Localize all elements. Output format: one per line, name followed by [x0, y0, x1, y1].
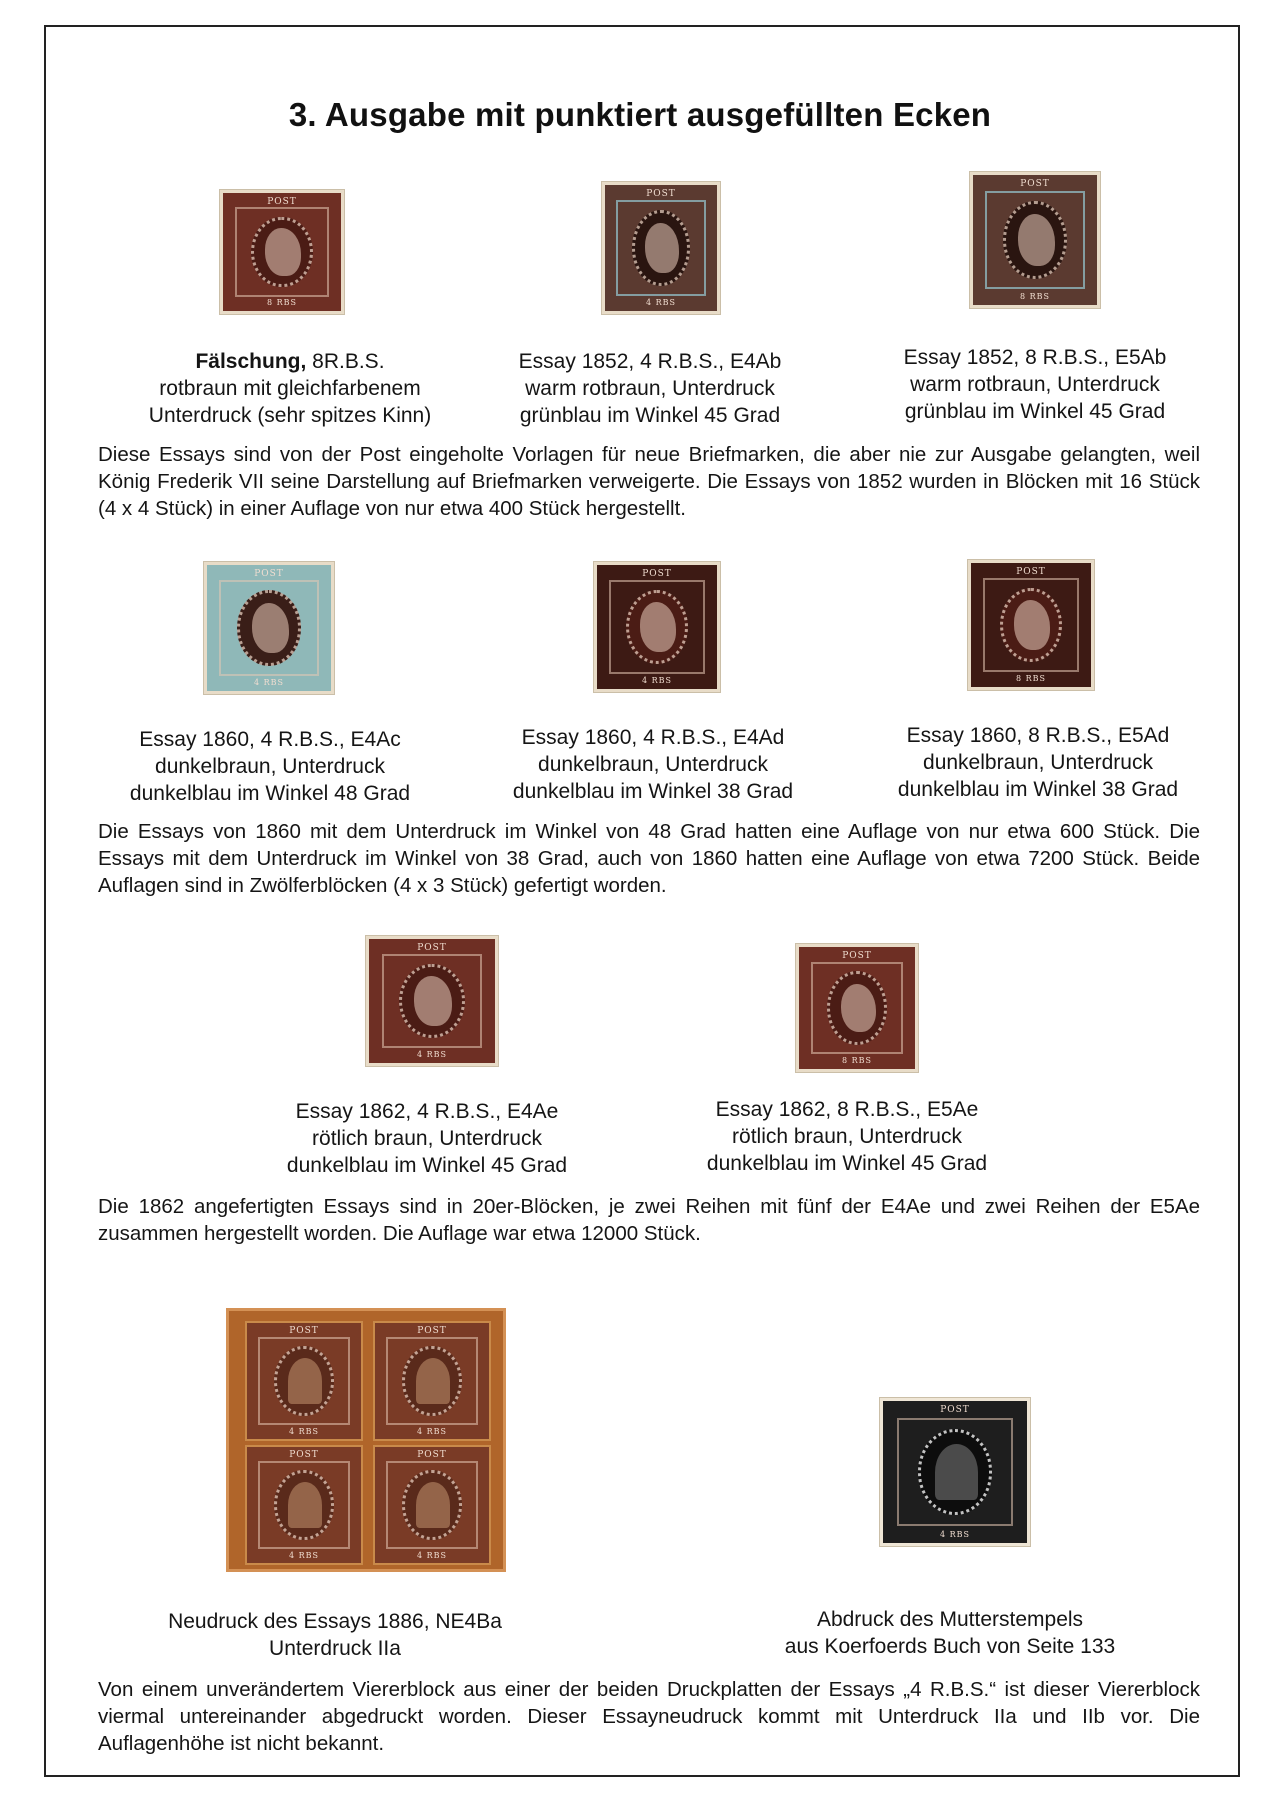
caption-line3: dunkelblau im Winkel 45 Grad [706, 1152, 988, 1175]
caption-line1: Essay 1860, 8 R.B.S., E5Ad [906, 724, 1170, 747]
block-stamp-bottom-left [245, 1445, 363, 1565]
stamp-value-label: 4 RBS [416, 1550, 447, 1560]
stamp-post-label: POST [642, 568, 672, 579]
stamp-post-label: POST [289, 1326, 319, 1337]
stamp-value-label: 4 RBS [939, 1529, 970, 1539]
caption-line2: rotbraun mit gleichfarbenem [159, 377, 421, 400]
stamp-value-label: 4 RBS [288, 1550, 319, 1560]
block-stamp-top-left [245, 1321, 363, 1441]
caption-line1: Essay 1862, 8 R.B.S., E5Ae [715, 1098, 979, 1121]
caption-line2: warm rotbraun, Unterdruck [525, 377, 775, 400]
paragraph-1860: Die Essays von 1860 mit dem Unterdruck im Winkel von 48 Grad hatten eine Auflage von nur etwa 600 Stück. Die Essays mit dem Unterdruck im Winkel von 38 Grad, auch von 1860 hatten eine Auflage von etwa 7200 Stück. Beide Auflagen sind in Zwölferblöcken (4 x 3 Stück) gefertigt worden. [98, 820, 1200, 897]
caption-line1: Essay 1852, 4 R.B.S., E4Ab [518, 350, 782, 373]
stamp-post-label: POST [1020, 178, 1050, 189]
king-portrait-icon [1018, 214, 1055, 266]
king-portrait-icon [841, 984, 876, 1033]
stamp-post-label: POST [267, 196, 297, 207]
paragraph-1852: Diese Essays sind von der Post eingeholte Vorlagen für neue Briefmarken, die aber nie zur Ausgabe gelangten, weil König Frederik VII seine Darstellung auf Briefmarken verweigerte. Die Essays von 1852 wurden in Blöcken mit 16 Stück (4 x 4 Stück) in einer Auflage von nur etwa 400 Stück hergestellt. [98, 443, 1200, 520]
caption-essay-1860-e5ad [858, 722, 1218, 803]
caption-bold: Fälschung, [195, 350, 307, 373]
caption-line3: dunkelblau im Winkel 38 Grad [897, 778, 1179, 801]
stamp-value-label: 8 RBS [266, 298, 297, 308]
caption-line2: aus Koerfoerds Buch von Seite 133 [784, 1635, 1116, 1658]
caption-line1: 8R.B.S. [306, 350, 385, 373]
stamp-essay-1860-e5ad [968, 560, 1094, 690]
caption-line2: Unterdruck IIa [269, 1637, 401, 1660]
caption-forgery [100, 348, 480, 429]
caption-line3: dunkelblau im Winkel 48 Grad [129, 782, 411, 805]
king-portrait-icon [265, 228, 300, 275]
stamp-value-label: 8 RBS [1015, 674, 1046, 684]
stamp-post-label: POST [254, 568, 284, 579]
paragraph-reprint: Von einem unverändertem Viererblock aus einer der beiden Druckplatten der Essays „4 R.B.S.“ ist dieser Viererblock viermal untereinander abgedruckt worden. Dieser Essayneudruck kommt mit Unterdruck IIa und IIb vor. Die Auflagenhöhe ist nicht bekannt. [98, 1678, 1200, 1755]
paragraph-1862: Die 1862 angefertigten Essays sind in 20er-Blöcken, je zwei Reihen mit fünf der E4Ae und zwei Reihen der E5Ae zusammen hergestellt worden. Die Auflage war etwa 12000 Stück. [98, 1195, 1200, 1245]
stamp-essay-1860-e4ac [204, 562, 334, 694]
stamp-post-label: POST [940, 1405, 970, 1416]
mother-die-imprint [880, 1398, 1030, 1546]
stamp-value-label: 4 RBS [288, 1426, 319, 1436]
caption-line2: dunkelbraun, Unterdruck [538, 753, 768, 776]
caption-reprint-1886 [120, 1608, 550, 1662]
stamp-value-label: 4 RBS [253, 678, 284, 688]
stamp-post-label: POST [842, 950, 872, 961]
caption-line2: rötlich braun, Unterdruck [732, 1125, 962, 1148]
caption-line3: grünblau im Winkel 45 Grad [904, 400, 1166, 423]
caption-mother-die [740, 1606, 1160, 1660]
caption-line2: dunkelbraun, Unterdruck [155, 755, 385, 778]
block-stamp-bottom-right [373, 1445, 491, 1565]
crown-icon [288, 1358, 322, 1404]
stamp-essay-1862-e5ae [796, 944, 918, 1072]
crown-icon [416, 1358, 450, 1404]
caption-line1: Abdruck des Mutterstempels [816, 1608, 1084, 1631]
caption-essay-1860-e4ad [478, 724, 828, 805]
stamp-post-label: POST [417, 1326, 447, 1337]
caption-line3: grünblau im Winkel 45 Grad [519, 404, 781, 427]
stamp-post-label: POST [646, 188, 676, 199]
stamp-value-label: 4 RBS [416, 1050, 447, 1060]
caption-line3: dunkelblau im Winkel 45 Grad [286, 1154, 568, 1177]
page-title: 3. Ausgabe mit punktiert ausgefüllten Ecken [288, 96, 992, 133]
stamp-essay-1860-e4ad [594, 562, 720, 692]
stamp-value-label: 4 RBS [641, 676, 672, 686]
caption-line2: dunkelbraun, Unterdruck [923, 751, 1153, 774]
caption-essay-1852-e5ab [860, 344, 1210, 425]
stamp-value-label: 4 RBS [416, 1426, 447, 1436]
caption-line3: dunkelblau im Winkel 38 Grad [512, 780, 794, 803]
stamp-essay-1852-e5ab [970, 172, 1100, 308]
caption-line1: Essay 1860, 4 R.B.S., E4Ad [521, 726, 785, 749]
caption-line3: Unterdruck (sehr spitzes Kinn) [148, 404, 432, 427]
reprint-block-of-four [226, 1308, 506, 1572]
caption-essay-1860-e4ac [95, 726, 445, 807]
caption-essay-1862-e4ae [252, 1098, 602, 1179]
stamp-essay-1852-e4ab [602, 182, 720, 314]
caption-line2: rötlich braun, Unterdruck [312, 1127, 542, 1150]
stamp-value-label: 4 RBS [645, 298, 676, 308]
stamp-post-label: POST [1016, 566, 1046, 577]
caption-line1: Essay 1852, 8 R.B.S., E5Ab [903, 346, 1167, 369]
caption-essay-1862-e5ae [672, 1096, 1022, 1177]
crown-icon [288, 1482, 322, 1528]
stamp-post-label: POST [417, 942, 447, 953]
block-stamp-top-right [373, 1321, 491, 1441]
caption-line1: Neudruck des Essays 1886, NE4Ba [168, 1610, 502, 1633]
stamp-post-label: POST [417, 1450, 447, 1461]
caption-essay-1852-e4ab [475, 348, 825, 429]
stamp-forgery-8rbs [220, 190, 344, 314]
caption-line1: Essay 1860, 4 R.B.S., E4Ac [139, 728, 401, 751]
crown-icon [935, 1444, 978, 1501]
caption-line1: Essay 1862, 4 R.B.S., E4Ae [295, 1100, 559, 1123]
stamp-post-label: POST [289, 1450, 319, 1461]
caption-line2: warm rotbraun, Unterdruck [910, 373, 1160, 396]
stamp-value-label: 8 RBS [1019, 292, 1050, 302]
stamp-value-label: 8 RBS [841, 1056, 872, 1066]
stamp-essay-1862-e4ae [366, 936, 498, 1066]
crown-icon [416, 1482, 450, 1528]
